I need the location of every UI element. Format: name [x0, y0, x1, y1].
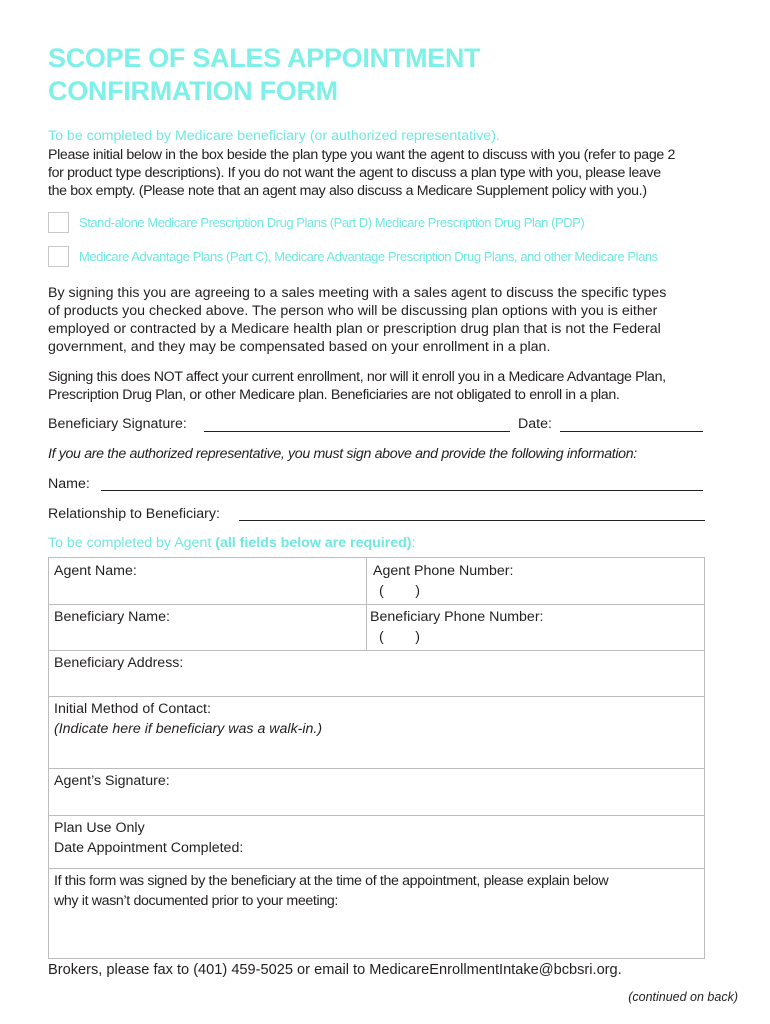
agent-heading-required: (all fields below are required): [215, 535, 412, 551]
agent-phone-field[interactable]: Agent Phone Number:: [373, 563, 514, 579]
agent-heading-suffix: :: [411, 535, 416, 551]
part-d-initial-box[interactable]: [48, 212, 69, 233]
instructions-paragraph: [48, 146, 720, 200]
agent-section-heading: [48, 535, 415, 551]
authorized-rep-note: If you are the authorized representative, you must sign above and provide the following information:: [48, 446, 637, 462]
table-row-divider: [49, 650, 704, 651]
agent-signature-field[interactable]: Agent’s Signature:: [54, 773, 170, 789]
form-title: [48, 42, 708, 108]
plan-use-only-label: Plan Use Only: [54, 820, 145, 836]
beneficiary-section-heading: To be completed by Medicare beneficiary (or authorized representative).: [48, 128, 500, 144]
name-label: Name:: [48, 476, 90, 492]
agreement-paragraph: [48, 284, 720, 356]
name-field[interactable]: [101, 490, 703, 491]
agent-info-table: [48, 557, 705, 959]
form-title-line-1: SCOPE OF SALES APPOINTMENT: [48, 43, 481, 73]
table-row-divider: [49, 604, 704, 605]
instructions-line: the box empty. (Please note that an agent may also discuss a Medicare Supplement policy with you.): [48, 183, 647, 199]
part-d-label: Stand-alone Medicare Prescription Drug Plans (Part D) Medicare Prescription Drug Plan (PDP): [79, 215, 585, 230]
beneficiary-address-field[interactable]: Beneficiary Address:: [54, 655, 184, 671]
agent-name-field[interactable]: Agent Name:: [54, 563, 137, 579]
beneficiary-signature-label: Beneficiary Signature:: [48, 416, 187, 432]
date-field[interactable]: [560, 431, 703, 432]
agent-phone-area-code: ( ): [379, 583, 420, 599]
explanation-prompt-line-2[interactable]: why it wasn’t documented prior to your meeting:: [54, 893, 338, 909]
initial-contact-field[interactable]: Initial Method of Contact:: [54, 701, 211, 717]
continued-on-back-note: (continued on back): [628, 990, 738, 1004]
beneficiary-phone-field[interactable]: Beneficiary Phone Number:: [370, 609, 544, 625]
instructions-line: for product type descriptions). If you do not want the agent to discuss a plan type with you, please leave: [48, 165, 661, 181]
table-row-divider: [49, 815, 704, 816]
explanation-prompt-line-1: If this form was signed by the beneficiary at the time of the appointment, please explain below: [54, 873, 609, 889]
part-c-initial-box[interactable]: [48, 246, 69, 267]
table-row-divider: [49, 768, 704, 769]
agreement-line: employed or contracted by a Medicare health plan or prescription drug plan that is not the Federal: [48, 321, 661, 337]
form-title-line-2: CONFIRMATION FORM: [48, 76, 338, 106]
notice-line: Signing this does NOT affect your current enrollment, nor will it enroll you in a Medicare Advantage Plan,: [48, 369, 666, 385]
agreement-line: By signing this you are agreeing to a sales meeting with a sales agent to discuss the specific types: [48, 285, 667, 301]
instructions-line: Please initial below in the box beside the plan type you want the agent to discuss with you (refer to page 2: [48, 147, 676, 163]
beneficiary-name-field[interactable]: Beneficiary Name:: [54, 609, 170, 625]
relationship-field[interactable]: [239, 520, 705, 521]
part-c-label: Medicare Advantage Plans (Part C), Medicare Advantage Prescription Drug Plans, and other Medicare Plans: [79, 249, 658, 264]
beneficiary-signature-field[interactable]: [204, 431, 510, 432]
notice-paragraph: [48, 368, 720, 404]
relationship-label: Relationship to Beneficiary:: [48, 506, 220, 522]
table-row-divider: [49, 696, 704, 697]
initial-contact-hint: (Indicate here if beneficiary was a walk-in.): [54, 721, 323, 737]
date-label: Date:: [518, 416, 552, 432]
agreement-line: government, and they may be compensated based on your enrollment in a plan.: [48, 339, 551, 355]
agent-heading-prefix: To be completed by Agent: [48, 535, 216, 551]
notice-line: Prescription Drug Plan, or other Medicare plan. Beneficiaries are not obligated to enroll in a plan.: [48, 387, 620, 403]
table-row-divider: [49, 868, 704, 869]
fax-email-instructions: Brokers, please fax to (401) 459-5025 or email to MedicareEnrollmentIntake@bcbsri.org.: [48, 962, 622, 978]
agreement-line: of products you checked above. The person who will be discussing plan options with you is either: [48, 303, 658, 319]
beneficiary-phone-area-code: ( ): [379, 629, 420, 645]
date-completed-field[interactable]: Date Appointment Completed:: [54, 840, 244, 856]
